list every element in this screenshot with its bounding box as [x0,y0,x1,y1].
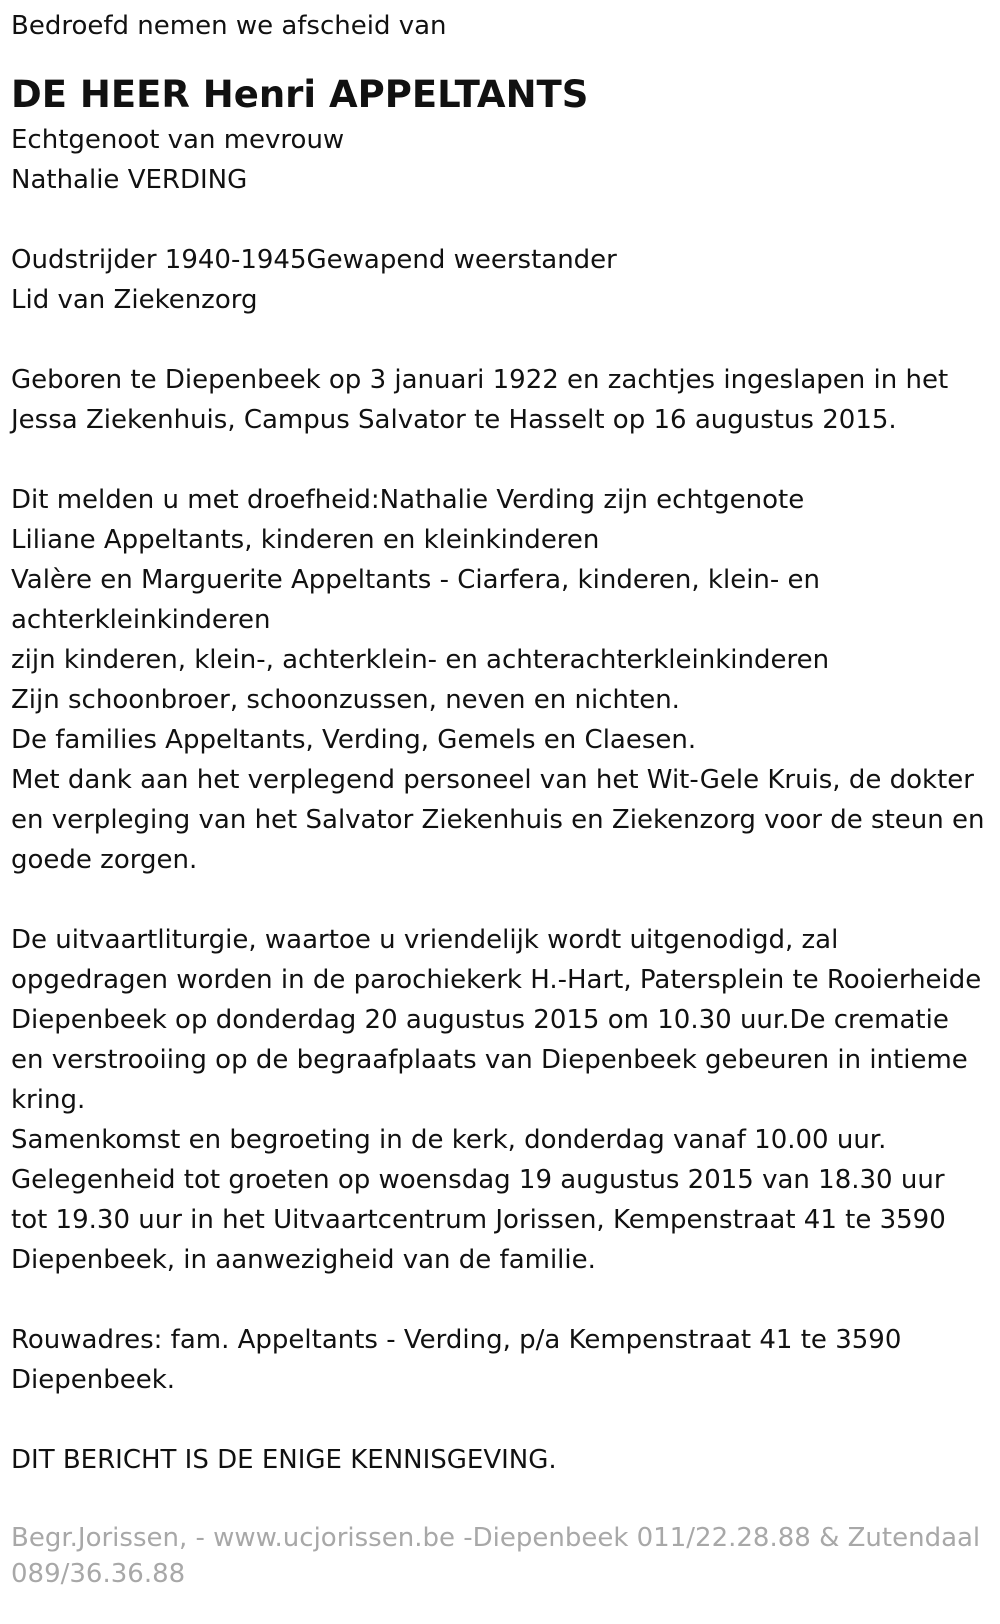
family-line: Zijn schoonbroer, schoonzussen, neven en nichten. [11,685,680,715]
ceremony-block [11,920,988,1280]
mourning-address: Rouwadres: fam. Appeltants - Verding, p/a Kempenstraat 41 te 3590 Diepenbeek. [11,1325,902,1395]
ceremony-line: Samenkomst en begroeting in de kerk, donderdag vanaf 10.00 uur. [11,1125,887,1155]
spouse-line: Echtgenoot van mevrouw [11,125,345,155]
funeral-home-footer: Begr.Jorissen, - www.ucjorissen.be -Diepenbeek 011/22.28.88 & Zutendaal 089/36.36.88 [11,1523,981,1589]
family-line: Valère en Marguerite Appeltants - Ciarfera, kinderen, klein- en achterkleinkinderen [11,565,821,635]
ceremony-line: Gelegenheid tot groeten op woensdag 19 augustus 2015 van 18.30 uur tot 19.30 uur in het Uitvaartcentrum Jorissen, Kempenstraat 41 te 3590 Diepenbeek, in aanwezigheid van de familie. [11,1165,946,1275]
family-line: zijn kinderen, klein-, achterklein- en achterachterkleinkinderen [11,645,830,675]
spacer [11,1480,988,1520]
spacer [11,320,988,360]
birth-death-text: Geboren te Diepenbeek op 3 januari 1922 en zachtjes ingeslapen in het Jessa Ziekenhuis, Campus Salvator te Hasselt op 16 augustus 2015. [11,365,949,435]
deceased-name: DE HEER Henri APPELTANTS [11,73,589,116]
ceremony-line: De uitvaartliturgie, waartoe u vriendelijk wordt uitgenodigd, zal opgedragen worden in de parochiekerk H.-Hart, Patersplein te Rooierheide Diepenbeek op donderdag 20 augustus 2015 om 10.30 uur.De crematie en verstrooiing op de begraafplaats van Diepenbeek gebeuren in intieme kring. [11,925,982,1115]
family-line: Liliane Appeltants, kinderen en kleinkinderen [11,525,600,555]
spouse-name: Nathalie VERDING [11,165,248,195]
spouse-block [11,120,988,200]
spacer [11,200,988,240]
spacer [11,440,988,480]
only-notice-text: DIT BERICHT IS DE ENIGE KENNISGEVING. [11,1445,557,1475]
family-line: Dit melden u met droefheid:Nathalie Verding zijn echtgenote [11,485,805,515]
spacer [11,1400,988,1440]
spacer [11,880,988,920]
family-block [11,480,988,880]
spacer [11,1280,988,1320]
title-line: Lid van Ziekenzorg [11,285,258,315]
title-line: Oudstrijder 1940-1945Gewapend weerstander [11,245,617,275]
family-line: De families Appeltants, Verding, Gemels en Claesen. [11,725,697,755]
thanks-line: Met dank aan het verplegend personeel van het Wit-Gele Kruis, de dokter en verpleging van het Salvator Ziekenhuis en Ziekenzorg voor de steun en goede zorgen. [11,765,985,875]
titles-block [11,240,988,320]
intro-text: Bedroefd nemen we afscheid van [11,11,447,41]
